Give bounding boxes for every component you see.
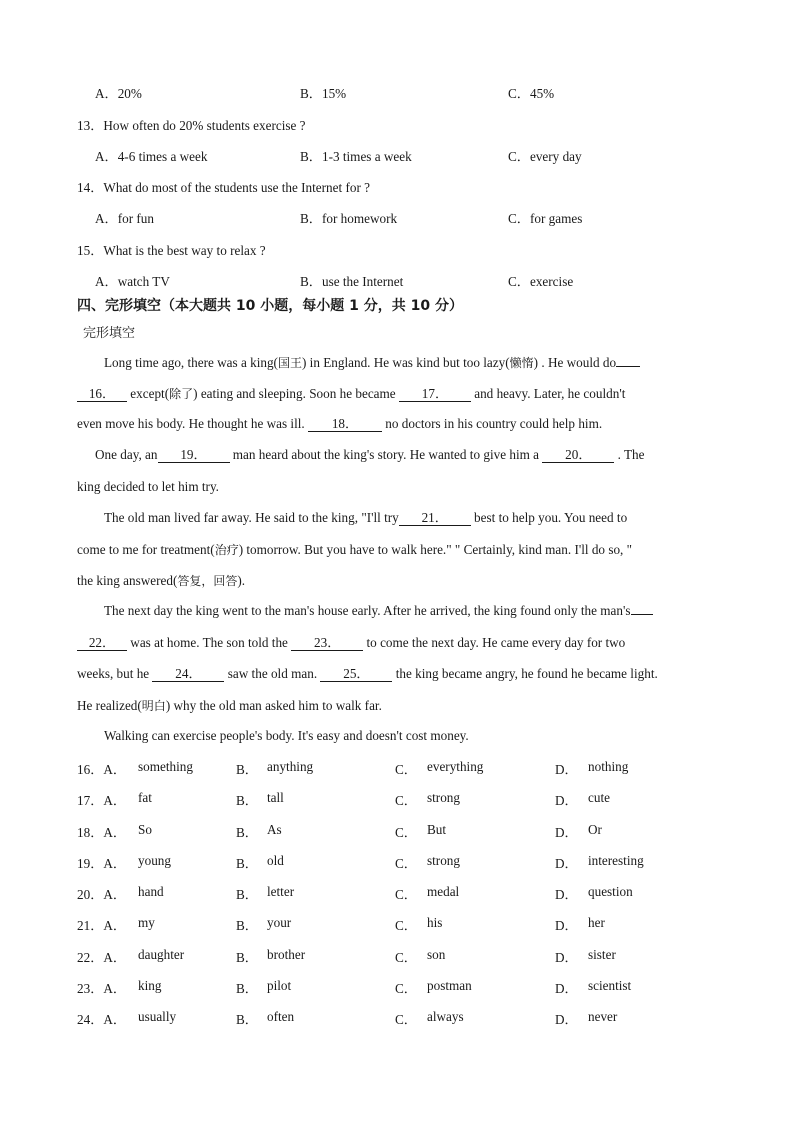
cloze-q17-c: strong: [427, 790, 460, 806]
passage-p4-line3: weeks, but he 24． saw the old man. 25． the king became angry, he found he became light.: [77, 666, 658, 681]
section-subtitle: 完形填空: [83, 326, 136, 341]
passage-p1-line3: even move his body. He thought he was ill. 18． no doctors in his country could help him.: [77, 416, 603, 431]
cloze-q18-d-label: D．: [555, 824, 578, 840]
passage-p4-line4: He realized(明白) why the old man asked him to walk far.: [77, 698, 382, 713]
cloze-q22-c-label: C．: [395, 949, 417, 965]
passage-p3-line3: the king answered(答复，回答).: [77, 573, 246, 588]
cloze-q19-d-label: D．: [555, 855, 578, 871]
cloze-q17-d-label: D．: [555, 793, 578, 809]
cloze-q22-a: daughter: [138, 946, 185, 962]
section-title: 四、完形填空（本大题共 10 小题，每小题 1 分，共 10 分）: [77, 298, 463, 314]
q14-option-b: B．for homework: [300, 211, 398, 226]
cloze-q21-b-label: B．: [236, 918, 258, 934]
passage-p4-line1: The next day the king went to the man's house early. After he arrived, the king found only the man's: [104, 603, 653, 619]
cloze-q19-a: young: [138, 852, 171, 868]
cloze-q22-d-label: D．: [555, 949, 578, 965]
cloze-q18-d: Or: [588, 821, 602, 837]
cloze-q24-d: never: [588, 1009, 618, 1024]
passage-p1-line1: Long time ago, there was a king(国王) in England. He was kind but too lazy(懒惰) . He would do: [104, 354, 640, 371]
cloze-q19-c-label: C．: [395, 855, 417, 871]
cloze-q23-c: postman: [427, 977, 472, 993]
cloze-q16-d: nothing: [588, 759, 629, 774]
cloze-q20-d: question: [588, 884, 633, 899]
cloze-q20-b: letter: [267, 884, 295, 899]
cloze-q22-c: son: [427, 946, 446, 962]
cloze-q21-d-label: D．: [555, 918, 578, 934]
cloze-q20-c: medal: [427, 884, 460, 899]
q14-option-c: C．for games: [508, 211, 583, 226]
cloze-q21-c: his: [427, 915, 443, 931]
cloze-q16-b: anything: [267, 759, 314, 774]
passage-p3-line1: The old man lived far away. He said to the king, "I'll try 21． best to help you. You need to: [104, 510, 628, 525]
cloze-q20-b-label: B．: [236, 887, 258, 902]
passage-p3-line2: come to me for treatment(治疗) tomorrow. But you have to walk here." " Certainly, kind man. I'll do so, ": [77, 542, 633, 557]
blank-25: 25．: [320, 667, 392, 682]
cloze-q18-num: 18．A．: [77, 824, 127, 840]
cloze-q20-num: 20．A．: [77, 887, 127, 902]
blank-24: 24．: [152, 667, 224, 682]
cloze-q19-num: 19．A．: [77, 855, 127, 871]
cloze-q19-c: strong: [427, 852, 460, 868]
blank-19: 19．: [158, 448, 230, 463]
cloze-q16-c-label: C．: [395, 762, 417, 777]
cloze-q16-d-label: D．: [555, 762, 578, 777]
cloze-q17-b: tall: [267, 790, 284, 806]
passage-p4-line2: 22． was at home. The son told the 23． to come the next day. He came every day for two: [77, 635, 625, 651]
cloze-q20-a: hand: [138, 884, 164, 899]
cloze-q23-num: 23．A．: [77, 980, 127, 996]
cloze-q20-c-label: C．: [395, 887, 417, 902]
blank-22: 22．: [77, 636, 127, 651]
cloze-q16-b-label: B．: [236, 762, 258, 777]
cloze-q23-c-label: C．: [395, 980, 417, 996]
cloze-q18-a: So: [138, 821, 152, 837]
cloze-q24-c: always: [427, 1009, 464, 1024]
cloze-q22-num: 22．A．: [77, 949, 127, 965]
cloze-q17-b-label: B．: [236, 793, 258, 809]
cloze-q21-b: your: [267, 915, 292, 931]
q15-option-b: B．use the Internet: [300, 274, 404, 289]
cloze-q24-c-label: C．: [395, 1012, 417, 1027]
cloze-q16-c: everything: [427, 759, 484, 774]
cloze-q24-d-label: D．: [555, 1012, 578, 1027]
cloze-q18-c: But: [427, 821, 447, 837]
q14-stem: 14．What do most of the students use the Internet for ?: [77, 180, 370, 195]
q12-option-a: A．20%: [95, 86, 142, 101]
cloze-q24-a: usually: [138, 1009, 177, 1024]
blank-16: 16．: [77, 387, 127, 402]
cloze-q24-b: often: [267, 1009, 295, 1024]
q15-stem: 15．What is the best way to relax ?: [77, 243, 266, 258]
cloze-q23-d-label: D．: [555, 980, 578, 996]
cloze-q21-d: her: [588, 915, 605, 931]
blank-23: 23．: [291, 636, 363, 651]
passage-p2-line1: One day, an 19． man heard about the king's story. He wanted to give him a 20． . The: [95, 447, 645, 462]
q12-option-c: C．45%: [508, 86, 555, 101]
q13-option-a: A．4-6 times a week: [95, 149, 208, 164]
cloze-q22-b-label: B．: [236, 949, 258, 965]
q14-option-a: A．for fun: [95, 211, 154, 226]
blank-18: 18．: [308, 417, 382, 432]
q13-option-c: C．every day: [508, 149, 582, 164]
q13-option-b: B．1-3 times a week: [300, 149, 412, 164]
cloze-q16-num: 16．A．: [77, 762, 127, 777]
q12-option-b: B．15%: [300, 86, 347, 101]
cloze-q16-a: something: [138, 759, 193, 774]
cloze-q22-b: brother: [267, 946, 306, 962]
cloze-q18-b: As: [267, 821, 282, 837]
cloze-q17-num: 17．A．: [77, 793, 127, 809]
cloze-q23-a: king: [138, 977, 162, 993]
passage-p2-line2: king decided to let him try.: [77, 479, 219, 494]
cloze-q17-d: cute: [588, 790, 610, 806]
passage-p5: Walking can exercise people's body. It's easy and doesn't cost money.: [104, 728, 469, 743]
q13-stem: 13．How often do 20% students exercise ?: [77, 118, 306, 133]
q15-option-a: A．watch TV: [95, 274, 170, 289]
cloze-q17-c-label: C．: [395, 793, 417, 809]
blank-20: 20．: [542, 448, 614, 463]
cloze-q20-d-label: D．: [555, 887, 578, 902]
cloze-q23-b-label: B．: [236, 980, 258, 996]
blank-17: 17．: [399, 387, 471, 402]
cloze-q22-d: sister: [588, 946, 616, 962]
q15-option-c: C．exercise: [508, 274, 574, 289]
cloze-q23-b: pilot: [267, 977, 292, 993]
cloze-q21-num: 21．A．: [77, 918, 127, 934]
cloze-q19-d: interesting: [588, 852, 644, 868]
cloze-q24-b-label: B．: [236, 1012, 258, 1027]
cloze-q17-a: fat: [138, 790, 152, 806]
cloze-q19-b-label: B．: [236, 855, 258, 871]
cloze-q21-c-label: C．: [395, 918, 417, 934]
passage-p1-line2: 16． except(除了) eating and sleeping. Soon he became 17． and heavy. Later, he couldn't: [77, 385, 625, 402]
cloze-q24-num: 24．A．: [77, 1012, 127, 1027]
cloze-q23-d: scientist: [588, 977, 632, 993]
cloze-q19-b: old: [267, 852, 284, 868]
blank-21: 21．: [399, 511, 471, 526]
cloze-q18-c-label: C．: [395, 824, 417, 840]
cloze-q21-a: my: [138, 915, 155, 931]
cloze-q18-b-label: B．: [236, 824, 258, 840]
